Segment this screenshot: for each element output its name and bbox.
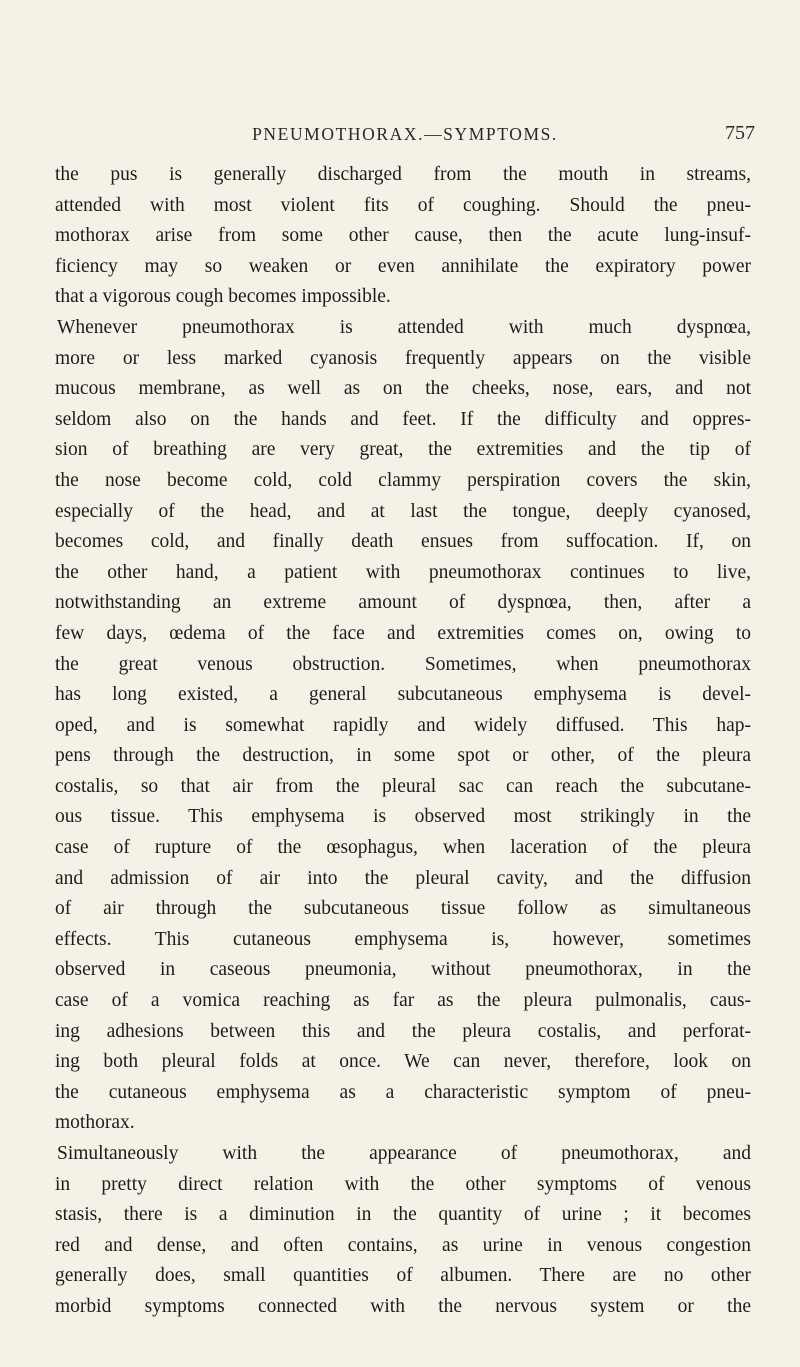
body-text	[55, 160, 751, 1323]
text-line: has long existed, a general subcutaneous emphysema is devel-	[55, 684, 751, 706]
running-head	[55, 124, 755, 154]
text-line: becomes cold, and finally death ensues from suffocation. If, on	[55, 531, 751, 553]
text-line: the nose become cold, cold clammy perspiration covers the skin,	[55, 469, 751, 491]
text-line: red and dense, and often contains, as urine in venous congestion	[55, 1234, 751, 1256]
text-line: notwithstanding an extreme amount of dyspnœa, then, after a	[55, 592, 751, 614]
text-line: mothorax.	[55, 1112, 135, 1134]
text-line: attended with most violent fits of coughing. Should the pneu-	[55, 194, 751, 216]
running-title: PNEUMOTHORAX.—SYMPTOMS.	[252, 124, 558, 144]
text-line: the cutaneous emphysema as a characteristic symptom of pneu-	[55, 1081, 751, 1103]
text-line: and admission of air into the pleural cavity, and the diffusion	[55, 867, 751, 889]
text-line: the other hand, a patient with pneumothorax continues to live,	[55, 561, 751, 583]
text-line: stasis, there is a diminution in the quantity of urine ; it becomes	[55, 1204, 751, 1226]
text-line: that a vigorous cough becomes impossible.	[55, 286, 391, 308]
text-line: few days, œdema of the face and extremities comes on, owing to	[55, 622, 751, 644]
text-line: sion of breathing are very great, the extremities and the tip of	[55, 439, 751, 461]
text-line: morbid symptoms connected with the nervous system or the	[55, 1295, 751, 1317]
text-line: the pus is generally discharged from the mouth in streams,	[55, 164, 751, 185]
text-line: ous tissue. This emphysema is observed most strikingly in the	[55, 806, 751, 828]
text-line: mucous membrane, as well as on the cheeks, nose, ears, and not	[55, 378, 751, 400]
text-line: case of rupture of the œsophagus, when laceration of the pleura	[55, 837, 751, 859]
page-number: 757	[725, 122, 755, 144]
text-line: Whenever pneumothorax is attended with much dyspnœa,	[57, 316, 751, 338]
text-line: Simultaneously with the appearance of pneumothorax, and	[57, 1143, 751, 1164]
text-line: the great venous obstruction. Sometimes, when pneumothorax	[55, 653, 751, 675]
text-line: case of a vomica reaching as far as the pleura pulmonalis, caus-	[55, 990, 751, 1012]
text-line: ing adhesions between this and the pleura costalis, and perforat-	[55, 1020, 751, 1042]
text-line: mothorax arise from some other cause, then the acute lung-insuf-	[55, 225, 751, 247]
text-line: generally does, small quantities of albumen. There are no other	[55, 1265, 751, 1287]
text-line: effects. This cutaneous emphysema is, however, sometimes	[55, 928, 751, 950]
text-line: costalis, so that air from the pleural sac can reach the subcutane-	[55, 775, 751, 797]
text-line: oped, and is somewhat rapidly and widely diffused. This hap-	[55, 714, 751, 736]
text-line: of air through the subcutaneous tissue follow as simultaneous	[55, 898, 751, 920]
text-line: ficiency may so weaken or even annihilate the expiratory power	[55, 255, 751, 277]
text-line: observed in caseous pneumonia, without pneumothorax, in the	[55, 959, 751, 981]
text-line: more or less marked cyanosis frequently appears on the visible	[55, 347, 751, 369]
text-line: ing both pleural folds at once. We can never, therefore, look on	[55, 1051, 751, 1073]
text-line: in pretty direct relation with the other symptoms of venous	[55, 1173, 751, 1195]
text-line: pens through the destruction, in some spot or other, of the pleura	[55, 745, 751, 767]
text-line: especially of the head, and at last the tongue, deeply cyanosed,	[55, 500, 751, 522]
text-line: seldom also on the hands and feet. If the difficulty and oppres-	[55, 408, 751, 430]
